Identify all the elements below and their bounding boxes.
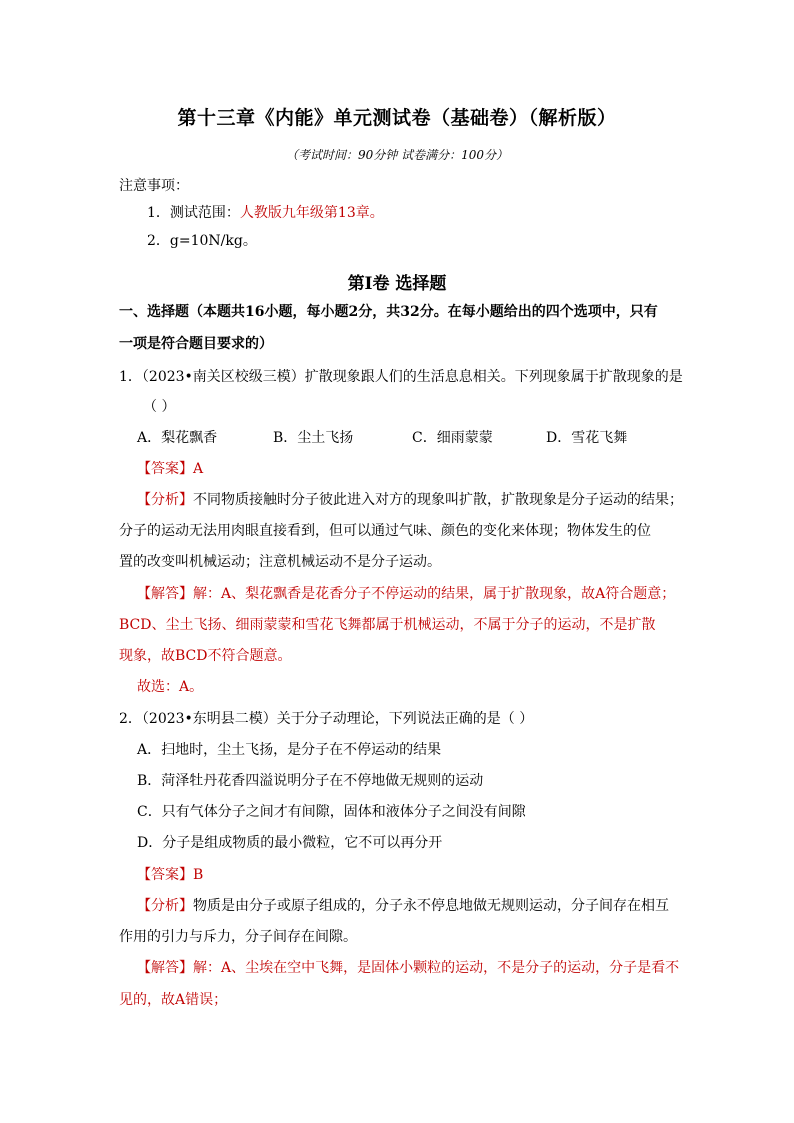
q2-analysis-label: 【分析】	[137, 898, 193, 914]
q2-analysis-text1: 物质是由分子或原子组成的，分子永不停息地做无规则运动，分子间存在相互	[193, 898, 669, 914]
q2-solution-line1	[137, 958, 679, 978]
q2-solution-label: 【解答】	[137, 960, 193, 976]
q1-analysis-line2: 分子的运动无法用肉眼直接看到，但可以通过气味、颜色的变化来体现；物体发生的位	[119, 523, 651, 539]
q1-analysis-line1	[137, 490, 683, 510]
q2-solution-line2: 见的，故A错误；	[119, 992, 228, 1008]
q1-stem: 1．（2023•南关区校级三模）扩散现象跟人们的生活息息相关。下列现象属于扩散现象的是	[119, 369, 683, 385]
q1-solution-text1: 解：A、梨花飘香是花香分子不停运动的结果，属于扩散现象，故A符合题意；	[193, 586, 676, 602]
q1-answer-label: 【答案】	[137, 461, 193, 477]
notice-heading: 注意事项：	[119, 178, 189, 194]
q2-option-b: B．菏泽牡丹花香四溢说明分子在不停地做无规则的运动	[137, 773, 484, 789]
q1-solution-line3: 现象，故BCD不符合题意。	[119, 648, 292, 664]
part1-instructions-line1: 一、选择题（本题共16小题，每小题2分，共32分。在每小题给出的四个选项中，只有	[119, 304, 658, 320]
exam-info: （考试时间：90分钟 试卷满分：100分）	[286, 148, 508, 162]
q1-answer	[137, 459, 203, 479]
q1-analysis-line3: 置的改变叫机械运动；注意机械运动不是分子运动。	[119, 554, 441, 570]
q1-analysis-text1: 不同物质接触时分子彼此进入对方的现象叫扩散，扩散现象是分子运动的结果；	[193, 492, 683, 508]
q1-option-c: C．细雨蒙蒙	[412, 430, 493, 446]
q1-paren: （ ）	[143, 399, 176, 415]
q1-options	[137, 428, 627, 448]
q2-option-c: C．只有气体分子之间才有间隙，固体和液体分子之间没有间隙	[137, 804, 526, 820]
q1-option-b: B．尘土飞扬	[273, 430, 354, 446]
notice-item-1-value: 人教版九年级第13章。	[239, 205, 384, 221]
q1-option-a: A．梨花飘香	[137, 430, 218, 446]
q2-solution-text1: 解：A、尘埃在空中飞舞，是固体小颗粒的运动，不是分子的运动，分子是看不	[193, 960, 680, 976]
q2-option-d: D．分子是组成物质的最小微粒，它不可以再分开	[137, 835, 443, 851]
notice-item-1	[147, 203, 384, 223]
q1-analysis-label: 【分析】	[137, 492, 193, 508]
q1-solution-line1	[137, 584, 675, 604]
q1-solution-label: 【解答】	[137, 586, 193, 602]
q2-stem: 2．（2023•东明县二模）关于分子动理论，下列说法正确的是（ ）	[119, 711, 534, 727]
notice-item-2: 2．g=10N/kg。	[147, 233, 257, 249]
q1-choice: 故选：A。	[137, 679, 204, 695]
q2-option-a: A．扫地时，尘土飞扬，是分子在不停运动的结果	[137, 742, 442, 758]
q2-answer-label: 【答案】	[137, 867, 193, 883]
notice-item-1-prefix: 1．测试范围：	[147, 205, 240, 221]
q1-answer-value: A	[193, 461, 204, 477]
q2-answer	[137, 865, 203, 885]
q1-solution-line2: BCD、尘土飞扬、细雨蒙蒙和雪花飞舞都属于机械运动，不属于分子的运动，不是扩散	[119, 617, 656, 633]
q2-answer-value: B	[193, 867, 204, 883]
q1-option-d: D．雪花飞舞	[546, 430, 628, 446]
q2-analysis-line2: 作用的引力与斥力，分子间存在间隙。	[119, 929, 357, 945]
document-title: 第十三章《内能》单元测试卷（基础卷）（解析版）	[177, 107, 617, 129]
q2-analysis-line1	[137, 896, 669, 916]
section-title: 第Ⅰ卷 选择题	[347, 274, 447, 294]
part1-instructions-line2: 一项是符合题目要求的）	[119, 336, 273, 352]
